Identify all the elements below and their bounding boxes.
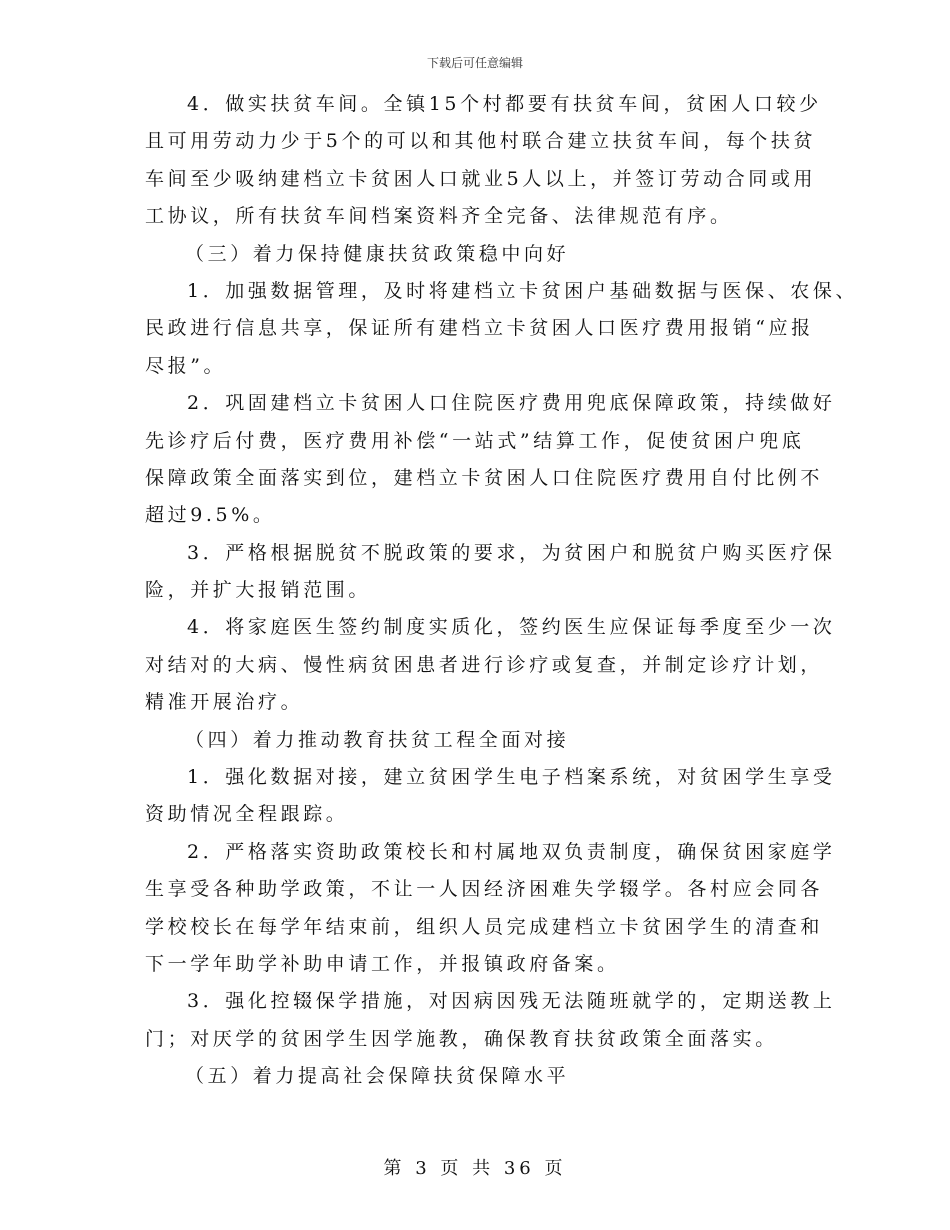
paragraph-line: 先诊疗后付费，医疗费用补偿“一站式”结算工作，促使贫困户兜底 [145, 429, 805, 452]
paragraph-line: 车间至少吸纳建档立卡贫困人口就业5人以上，并签订劳动合同或用 [145, 167, 817, 190]
page-footer: 第 3 页 共 36 页 [383, 1158, 567, 1179]
paragraph-line: 2．巩固建档立卡贫困人口住院医疗费用兜底保障政策，持续做好 [187, 392, 836, 415]
paragraph-line: 民政进行信息共享，保证所有建档立卡贫困人口医疗费用报销“应报 [145, 317, 814, 340]
paragraph-line: 1．加强数据管理，及时将建档立卡贫困户基础数据与医保、农保、 [187, 279, 859, 302]
paragraph-line: 2．严格落实资助政策校长和村属地双负责制度，确保贫困家庭学 [187, 840, 836, 863]
section-heading: （三）着力保持健康扶贫政策稳中向好 [185, 242, 570, 265]
paragraph-line: 精准开展治疗。 [145, 691, 304, 714]
paragraph-line: 门；对厌学的贫困学生因学施教，确保教育扶贫政策全面落实。 [145, 1027, 778, 1050]
paragraph-line: 险，并扩大报销范围。 [145, 579, 372, 602]
paragraph-line: 3．强化控辍保学措施，对因病因残无法随班就学的，定期送教上 [187, 990, 836, 1013]
section-heading: （五）着力提高社会保障扶贫保障水平 [185, 1065, 570, 1088]
paragraph-line: 下一学年助学补助申请工作，并报镇政府备案。 [145, 952, 620, 975]
paragraph-line: 尽报”。 [145, 354, 227, 377]
paragraph-line: 且可用劳动力少于5个的可以和其他村联合建立扶贫车间，每个扶贫 [145, 130, 817, 153]
paragraph-line: 资助情况全程跟踪。 [145, 803, 349, 826]
section-heading: （四）着力推动教育扶贫工程全面对接 [185, 728, 570, 751]
paragraph-line: 工协议，所有扶贫车间档案资料齐全完备、法律规范有序。 [145, 205, 733, 228]
paragraph-line: 超过9.5%。 [145, 504, 276, 527]
paragraph-line: 4．做实扶贫车间。全镇15个村都要有扶贫车间，贫困人口较少 [187, 93, 822, 115]
paragraph-line: 生享受各种助学政策，不让一人因经济困难失学辍学。各村应会同各 [145, 878, 824, 901]
paragraph-line: 3．严格根据脱贫不脱政策的要求，为贫困户和脱贫户购买医疗保 [187, 541, 836, 564]
paragraph-line: 学校校长在每学年结束前，组织人员完成建档立卡贫困学生的清查和 [145, 915, 824, 938]
paragraph-line: 保障政策全面落实到位，建档立卡贫困人口住院医疗费用自付比例不 [145, 466, 824, 489]
paragraph-line: 1．强化数据对接，建立贫困学生电子档案系统，对贫困学生享受 [187, 766, 836, 789]
body-text [145, 86, 859, 1096]
paragraph-line: 对结对的大病、慢性病贫困患者进行诊疗或复查，并制定诊疗计划， [145, 653, 824, 676]
paragraph-line: 4．将家庭医生签约制度实质化，签约医生应保证每季度至少一次 [187, 616, 836, 639]
header-note: 下载后可任意编辑 [426, 56, 523, 70]
